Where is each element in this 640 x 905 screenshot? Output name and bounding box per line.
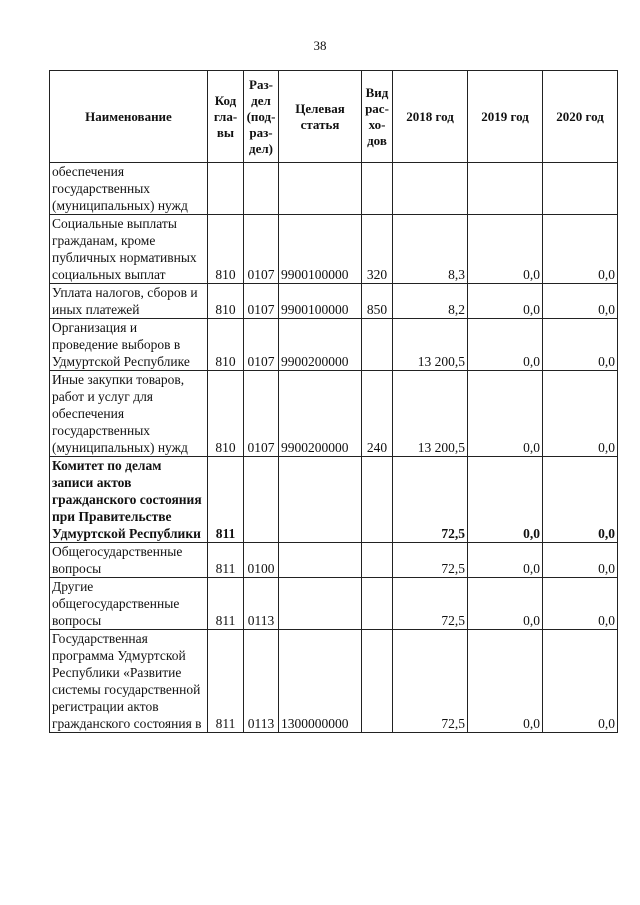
row-2019: 0,0 bbox=[468, 457, 543, 543]
row-2020: 0,0 bbox=[543, 371, 618, 457]
row-code: 810 bbox=[208, 371, 244, 457]
row-code: 811 bbox=[208, 457, 244, 543]
header-name: Наименование bbox=[50, 71, 208, 163]
row-target bbox=[279, 543, 362, 578]
table-row bbox=[50, 578, 618, 630]
row-name: Общегосударственные вопросы bbox=[50, 543, 208, 578]
row-section: 0100 bbox=[244, 543, 279, 578]
row-2020: 0,0 bbox=[543, 543, 618, 578]
row-target: 9900100000 bbox=[279, 284, 362, 319]
row-kind bbox=[362, 457, 393, 543]
row-kind bbox=[362, 543, 393, 578]
page-number: 38 bbox=[313, 38, 327, 53]
row-section: 0107 bbox=[244, 215, 279, 284]
row-target: 9900200000 bbox=[279, 319, 362, 371]
row-2020: 0,0 bbox=[543, 457, 618, 543]
row-name: Другие общегосударственные вопросы bbox=[50, 578, 208, 630]
row-code bbox=[208, 163, 244, 215]
row-section: 0107 bbox=[244, 284, 279, 319]
row-kind bbox=[362, 163, 393, 215]
table-row bbox=[50, 284, 618, 319]
header-row bbox=[50, 71, 618, 163]
row-section: 0107 bbox=[244, 319, 279, 371]
row-2019: 0,0 bbox=[468, 630, 543, 733]
table-row bbox=[50, 543, 618, 578]
row-2018: 8,2 bbox=[393, 284, 468, 319]
row-section bbox=[244, 163, 279, 215]
budget-table bbox=[49, 70, 618, 733]
row-2019: 0,0 bbox=[468, 371, 543, 457]
row-kind bbox=[362, 319, 393, 371]
row-2019: 0,0 bbox=[468, 578, 543, 630]
row-section bbox=[244, 457, 279, 543]
header-section: Раз- дел (под- раз- дел) bbox=[244, 71, 279, 163]
header-2019: 2019 год bbox=[468, 71, 543, 163]
row-2018: 72,5 bbox=[393, 457, 468, 543]
row-2020: 0,0 bbox=[543, 215, 618, 284]
row-target bbox=[279, 457, 362, 543]
header-target: Целевая статья bbox=[279, 71, 362, 163]
row-kind: 850 bbox=[362, 284, 393, 319]
row-name: Организация и проведение выборов в Удмуртской Республике bbox=[50, 319, 208, 371]
row-name: Комитет по делам записи актов гражданского состояния при Правительстве Удмуртской Республики bbox=[50, 457, 208, 543]
row-2019: 0,0 bbox=[468, 284, 543, 319]
row-2018: 13 200,5 bbox=[393, 371, 468, 457]
row-2018: 72,5 bbox=[393, 630, 468, 733]
row-kind bbox=[362, 578, 393, 630]
row-target bbox=[279, 163, 362, 215]
table-row bbox=[50, 319, 618, 371]
row-section: 0113 bbox=[244, 630, 279, 733]
row-2018: 72,5 bbox=[393, 578, 468, 630]
row-name: обеспечения государственных (муниципальных) нужд bbox=[50, 163, 208, 215]
row-name: Государственная программа Удмуртской Республики «Развитие системы государственной регистрации актов гражданского состояния в bbox=[50, 630, 208, 733]
row-2019 bbox=[468, 163, 543, 215]
row-2020: 0,0 bbox=[543, 578, 618, 630]
row-2018 bbox=[393, 163, 468, 215]
row-name: Социальные выплаты гражданам, кроме публичных нормативных социальных выплат bbox=[50, 215, 208, 284]
row-2019: 0,0 bbox=[468, 215, 543, 284]
table-row bbox=[50, 163, 618, 215]
row-2018: 8,3 bbox=[393, 215, 468, 284]
row-section: 0107 bbox=[244, 371, 279, 457]
table-row bbox=[50, 371, 618, 457]
row-target bbox=[279, 578, 362, 630]
header-2018: 2018 год bbox=[393, 71, 468, 163]
row-name: Уплата налогов, сборов и иных платежей bbox=[50, 284, 208, 319]
row-code: 811 bbox=[208, 578, 244, 630]
row-2020: 0,0 bbox=[543, 630, 618, 733]
row-target: 9900100000 bbox=[279, 215, 362, 284]
row-code: 810 bbox=[208, 319, 244, 371]
header-kind: Вид рас- хо- дов bbox=[362, 71, 393, 163]
table-row bbox=[50, 215, 618, 284]
row-2018: 72,5 bbox=[393, 543, 468, 578]
row-kind: 240 bbox=[362, 371, 393, 457]
row-name: Иные закупки товаров, работ и услуг для обеспечения государственных (муниципальных) нужд bbox=[50, 371, 208, 457]
header-2020: 2020 год bbox=[543, 71, 618, 163]
table-row bbox=[50, 630, 618, 733]
table-row bbox=[50, 457, 618, 543]
row-2020: 0,0 bbox=[543, 284, 618, 319]
header-code: Код гла- вы bbox=[208, 71, 244, 163]
row-target: 1300000000 bbox=[279, 630, 362, 733]
row-code: 810 bbox=[208, 284, 244, 319]
row-2018: 13 200,5 bbox=[393, 319, 468, 371]
row-2019: 0,0 bbox=[468, 543, 543, 578]
row-target: 9900200000 bbox=[279, 371, 362, 457]
row-kind bbox=[362, 630, 393, 733]
row-code: 811 bbox=[208, 630, 244, 733]
row-section: 0113 bbox=[244, 578, 279, 630]
row-code: 810 bbox=[208, 215, 244, 284]
row-code: 811 bbox=[208, 543, 244, 578]
row-kind: 320 bbox=[362, 215, 393, 284]
row-2019: 0,0 bbox=[468, 319, 543, 371]
row-2020 bbox=[543, 163, 618, 215]
row-2020: 0,0 bbox=[543, 319, 618, 371]
